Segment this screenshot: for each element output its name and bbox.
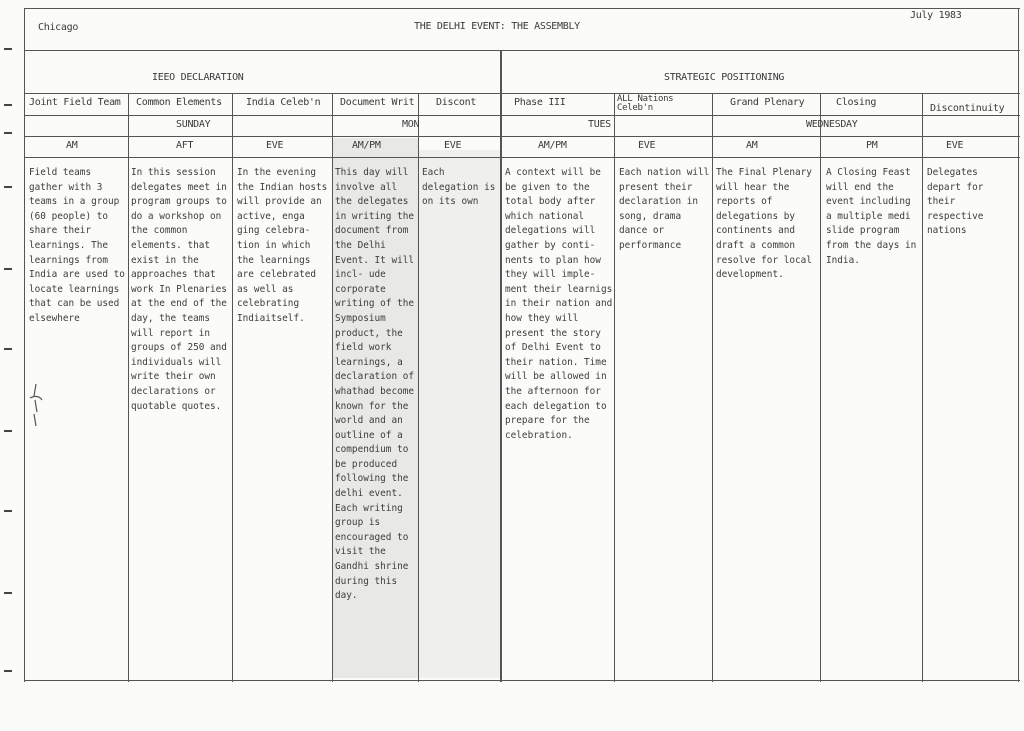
activity-header: Closing: [836, 97, 877, 108]
rule-time: [24, 157, 1020, 158]
rule-section: [24, 93, 1020, 94]
activity-header: Joint Field Team: [29, 97, 121, 108]
time-header: AM: [746, 140, 758, 151]
day-header: SUNDAY: [176, 119, 211, 130]
rule-day: [24, 136, 1020, 137]
document-date: July 1983: [910, 10, 962, 21]
margin-mark: [4, 510, 12, 512]
col-sep-1: [128, 93, 129, 682]
margin-mark: [4, 592, 12, 594]
activity-header: Discont: [436, 97, 477, 108]
cell-discontinuity-wed: Delegates depart for their respective nations: [927, 167, 984, 237]
cell-closing: A Closing Feast will end the event including a multiple medi slide program from the days in India.: [826, 167, 917, 266]
cell-joint-field-team: Field teams gather with 3 teams in a group (60 people) to share their learnings. The learnings from India are used to locate learnings that can be used elsewhere: [29, 167, 125, 324]
frame-bottom: [24, 680, 1020, 681]
time-header: AM/PM: [538, 140, 567, 151]
rule-title: [24, 50, 1020, 51]
margin-mark: [4, 48, 12, 50]
time-header: EVE: [266, 140, 284, 151]
day-header: MON: [402, 119, 420, 130]
margin-mark: [4, 104, 12, 106]
col-sep-6: [614, 93, 615, 682]
document-title: THE DELHI EVENT: THE ASSEMBLY: [414, 21, 580, 32]
col-sep-2: [232, 93, 233, 682]
col-sep-7: [712, 93, 713, 682]
activity-header: Discontinuity: [930, 103, 1005, 114]
pen-mark-icon: [28, 382, 48, 428]
rule-activity: [24, 115, 1020, 116]
margin-mark: [4, 186, 12, 188]
time-header: EVE: [444, 140, 462, 151]
time-header: PM: [866, 140, 878, 151]
cell-discontinuity-mon: Each delegation is on its own: [422, 167, 496, 208]
day-header: WEDNESDAY: [806, 119, 858, 130]
activity-header: Phase III: [514, 97, 566, 108]
col-sep-3: [332, 93, 333, 682]
cell-all-nations: Each nation will present their declaration in song, drama dance or performance: [619, 167, 710, 251]
day-header: TUES: [588, 119, 611, 130]
margin-mark: [4, 268, 12, 270]
col-sep-9: [922, 93, 923, 682]
margin-mark: [4, 132, 12, 134]
cell-phase-three: A context will be be given to the total body after which national delegations will gather by conti- nents to plan how they will imple- ment their learnigs in their nation and how they will present the story of Delhi Event to their nation. Time will be allowed in the afternoon for each delegation to prepare for the celebration.: [505, 167, 613, 441]
margin-mark: [4, 348, 12, 350]
activity-header: Common Elements: [136, 97, 222, 108]
cell-document-writing: This day will involve all the delegates in writing the document from the Delhi Event. It will incl- ude corporate writing of the Symposium product, the field work learnings, a declaration of whathad become known for the world and an outline of a compendium to be produced following the delhi event. Each writing group is encouraged to visit the Gandhi shrine during this day.: [335, 167, 415, 602]
cell-common-elements: In this session delegates meet in program groups to do a workshop on the common elements. that exist in the approaches that work In Plenaries at the end of the day, the teams will report in groups of 250 and individuals will write their own declarations or quotable quotes.: [131, 167, 227, 412]
col-sep-8: [820, 93, 821, 682]
mon-eve-shade: [418, 150, 500, 678]
margin-mark: [4, 670, 12, 672]
cell-india-celebration: In the evening the Indian hosts will provide an active, enga ging celebra- tion in which the learnings are celebrated as well as celebrating Indiaitself.: [237, 167, 328, 324]
activity-header: ALL Nations Celeb'n: [617, 94, 674, 113]
frame-left: [24, 8, 25, 682]
col-sep-4: [418, 93, 419, 682]
time-header: EVE: [638, 140, 656, 151]
activity-header: India Celeb'n: [246, 97, 321, 108]
margin-mark: [4, 430, 12, 432]
time-header: EVE: [946, 140, 964, 151]
time-header: AM/PM: [352, 140, 381, 151]
activity-header: Document Writ: [340, 97, 415, 108]
frame-right: [1018, 8, 1019, 682]
col-sep-5: [500, 50, 502, 682]
time-header: AM: [66, 140, 78, 151]
cell-grand-plenary: The Final Plenary will hear the reports of delegations by continents and draft a common resolve for local development.: [716, 167, 812, 281]
frame-top: [24, 8, 1020, 9]
city-label: Chicago: [38, 22, 79, 33]
section-right: STRATEGIC POSITIONING: [664, 72, 785, 83]
section-left: IEEO DECLARATION: [152, 72, 244, 83]
time-header: AFT: [176, 140, 194, 151]
activity-header: Grand Plenary: [730, 97, 805, 108]
